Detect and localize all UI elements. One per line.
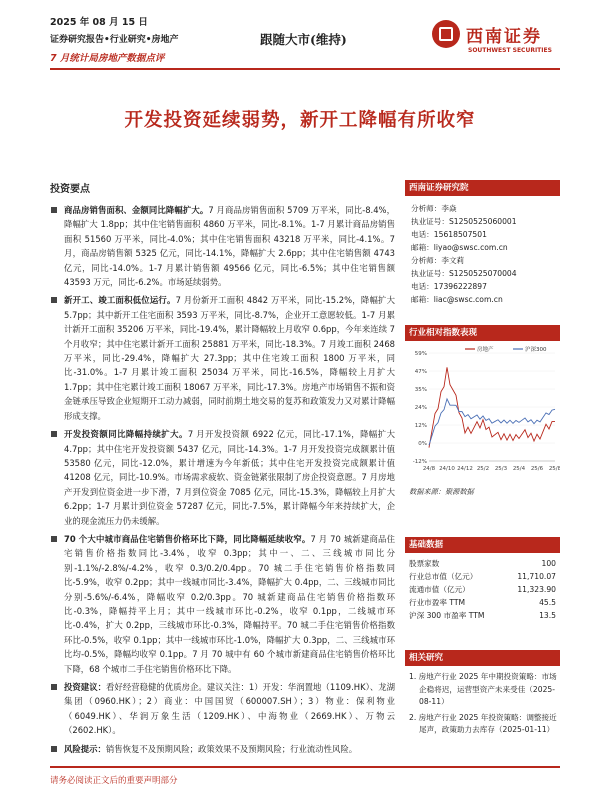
row-value: 11,323.90: [517, 585, 556, 594]
basic-data-row: [405, 583, 560, 596]
basic-data-row: [405, 609, 560, 622]
x-tick-label: 25/2: [476, 466, 490, 472]
company-logo: [430, 14, 560, 62]
relative-index-chart: [405, 341, 560, 481]
basic-data-heading: 基础数据: [405, 537, 560, 553]
bullet-lead: 开发投资额同比降幅持续扩大。: [64, 429, 188, 440]
bullet-investment: [50, 427, 395, 528]
bullet-text: 销售恢复不及预期风险；政策效果不及预期风险；行业流动性风险。: [105, 743, 358, 754]
investment-points: [50, 180, 395, 760]
y-tick-label: 47%: [414, 369, 427, 375]
row-key: 行业市盈率 TTM: [409, 598, 466, 607]
analyst-line: 执业证号：S1250525070004: [411, 269, 517, 278]
x-tick-label: 24/8: [422, 466, 436, 472]
row-value: 13.5: [539, 611, 556, 620]
y-tick-label: -12%: [412, 459, 427, 465]
row-value: 11,710.07: [517, 572, 556, 581]
bullet-text: 7 月商品房销售面积 5709 万平米，同比-8.4%，降幅扩大 1.8pp；其中住宅销售面积 4860 万平米，同比-8.1%。1-7 月累计商品房销售面积 51560 万平米，同比-4.0%；其中住宅销售面积 43218 万平米，同比-4.1%。7 月，商品房销售额 5325 亿元，同比-14.1%，降幅扩大 2.6pp；其中住宅销售额 4743 亿元，同比-14.0%。1-7 月累计销售额 49566 亿元，同比-6.5%；其中住宅销售额 43593 万元，同比-6.2%。市场延续弱势。: [64, 205, 396, 288]
x-tick-label: 25/3: [494, 466, 508, 472]
bullet-text: 看好经营稳健的优质房企。建议关注：1）开发：华润置地（1109.HK）、龙湖集团（0960.HK）；2）商业：中国国贸（600007.SH）；3）物业：保利物业（6049.HK）、华润万象生活（1209.HK）、中海物业（2669.HK）、万物云（2602.HK）。: [64, 682, 395, 736]
research-institute: [405, 180, 560, 306]
x-tick-label: 24/12: [457, 466, 473, 472]
logo-en: SOUTHWEST SECURITIES: [468, 47, 552, 54]
bullet-lead: 新开工、竣工面积低位运行。: [64, 295, 176, 306]
related-heading: 相关研究: [405, 650, 560, 666]
legend-label: 房地产: [477, 347, 494, 353]
bullet-risk: [50, 742, 395, 756]
report-subtitle: 7 月统计局房地产数据点评: [50, 53, 165, 64]
row-value: 100: [541, 559, 556, 568]
footer-divider: [50, 766, 560, 768]
header-divider: [50, 68, 560, 70]
bullet-lead: 商品房销售面积、金额同比降幅扩大。: [64, 205, 209, 215]
row-value: 45.5: [539, 598, 556, 607]
x-tick-label: 25/6: [530, 466, 544, 472]
y-tick-label: 0%: [418, 441, 427, 447]
relative-index: [405, 325, 560, 498]
series-line-hs300: [429, 399, 555, 445]
row-key: 沪深 300 市盈率 TTM: [409, 611, 485, 620]
analyst-line: 分析师：李文莉: [411, 256, 465, 265]
rating: 跟随大市(维持): [260, 32, 347, 47]
bullet-text: 7 月开发投资额 6922 亿元，同比-17.1%，降幅扩大 4.7pp；其中住宅开发投资额 5437 亿元，同比-14.3%。1-7 月开发投资完成额累计值 53580 亿元，同比-12.0%，累计增速为今年新低；其中住宅开发投资完成额累计值 41208 亿元，同比-10.9%。市场需求疲软、资金链紧张限制了房企投资意愿。7 月房地产开发到位资金进一步下滑，7 月到位资金 7085 亿元，同比-15.3%，降幅较上月扩大 6.2pp；1-7 月累计到位资金 57287 亿元，同比-7.5%，累计降幅今年来持续扩大，企业的现金流压力仍未缓解。: [64, 429, 395, 526]
page-title: 开发投资延续弱势，新开工降幅有所收窄: [124, 110, 476, 131]
bullet-text: 7 月份新开工面积 4842 万平米，同比-15.2%，降幅扩大 5.7pp；其中新开工住宅面积 3593 万平米，同比-8.7%，企业开工意愿较低。1-7 月累计新开工面积 35206 万平米，同比-19.4%，累计降幅较上月收窄 0.6pp，今年来连续 7 个月收窄；其中住宅累计新开工面积 25881 万平米，同比-18.3%。7 月竣工面积 2468 万平米，同比-29.4%，降幅扩大 27.3pp；其中住宅竣工面积 1800 万平米，同比-31.0%。1-7 月累计竣工面积 25034 万平米，同比-16.5%，降幅较上月扩大 1.7pp；其中住宅累计竣工面积 18067 万平米，同比-17.3%。房地产市场销售不振和资金链承压导致企业短期开工动力减弱，同时前期土地交易的复苏和政策发力又对累计降幅形成支撑。: [64, 295, 395, 421]
basic-data-row: [405, 596, 560, 609]
bullet-sales: [50, 203, 395, 289]
y-tick-label: 35%: [414, 387, 427, 393]
chart-source: 数据来源：聚源数据: [409, 487, 474, 496]
basic-data-row: [405, 557, 560, 570]
bullet-advice: [50, 680, 395, 738]
x-tick-label: 24/10: [439, 466, 455, 472]
related-link[interactable]: 1. 房地产行业 2025 年中期投资策略：市场企稳将迟，运营型资产未来受佳（2025-08-11）: [409, 672, 557, 706]
analyst-line: 分析师：李焱: [411, 204, 457, 213]
y-tick-label: 59%: [414, 351, 427, 357]
x-tick-label: 25/4: [512, 466, 526, 472]
legend-label: 沪深300: [525, 347, 547, 353]
analyst-email[interactable]: 邮箱：liac@swsc.com.cn: [411, 295, 503, 304]
y-tick-label: 12%: [414, 423, 427, 429]
logo-cn: 西南证券: [466, 27, 542, 47]
row-key: 股票家数: [409, 559, 440, 568]
report-type: 证券研究报告•行业研究•房地产: [50, 35, 179, 45]
footer-disclaimer: 请务必阅读正文后的重要声明部分: [50, 776, 178, 786]
research-heading: 西南证券研究院: [405, 180, 560, 196]
bullet-lead: 70 个大中城市商品住宅销售价格环比下降，同比降幅延续收窄。: [64, 533, 311, 544]
row-key: 流通市值（亿元）: [409, 585, 470, 594]
rel-chart-heading: 行业相对指数表现: [405, 325, 560, 341]
y-tick-label: 24%: [414, 405, 427, 411]
related-link[interactable]: 2. 房地产行业 2025 年投资策略：调整接近尾声，政策助力去库存（2025-01-11）: [409, 712, 557, 734]
analyst-line: 电话：15618507501: [411, 230, 487, 239]
report-date: 2025 年 08 月 15 日: [50, 17, 148, 28]
related-research: [405, 650, 560, 740]
section-heading: 投资要点: [50, 184, 90, 195]
x-tick-label: 25/8: [548, 466, 560, 472]
bullet-prices: [50, 532, 395, 676]
analyst-line: 执业证号：S1250525060001: [411, 217, 517, 226]
bullet-construction: [50, 293, 395, 423]
basic-data: [405, 537, 560, 622]
bullet-text: 7 月 70 城新建商品住宅销售价格指数同比-3.4%，收窄 0.3pp；其中一、二、三线城市同比分别-1.1%/-2.8%/-4.2%，收窄 0.3/0.2/0.4pp。70 城二手住宅销售价格指数同比-5.9%，收窄 0.2pp；其中一线城市同比-3.4%，降幅扩大 0.4pp，二、三线城市同比分别-5.6%/-6.4%，降幅收窄 0.2/0.3pp。70 城新建商品住宅销售价格指数环比-0.3%，降幅持平上月；其中一线城市环比-0.2%，收窄 0.1pp，二线城市环比-0.4%，扩大 0.2pp，三线城市环比-0.3%，降幅持平。70 城二手住宅销售价格指数环比-0.5%，收窄 0.1pp；其中一线城市环比-1.0%，降幅扩大 0.3pp，二、三线城市环比均-0.5%，降幅均收窄 0.1pp。7 月 70 城中有 60 个城市新建商品住宅销售价格环比下降，68 个城市二手住宅销售价格环比下降。: [64, 533, 395, 674]
bullet-lead: 风险提示：: [64, 743, 106, 754]
logo-icon: [432, 20, 460, 48]
analyst-line: 电话：17396222897: [411, 282, 487, 291]
basic-data-row: [405, 570, 560, 583]
series-line-property: [429, 367, 555, 447]
row-key: 行业总市值（亿元）: [409, 572, 478, 581]
analyst-email[interactable]: 邮箱：liyao@swsc.com.cn: [411, 243, 508, 252]
bullet-lead: 投资建议：: [64, 682, 107, 692]
